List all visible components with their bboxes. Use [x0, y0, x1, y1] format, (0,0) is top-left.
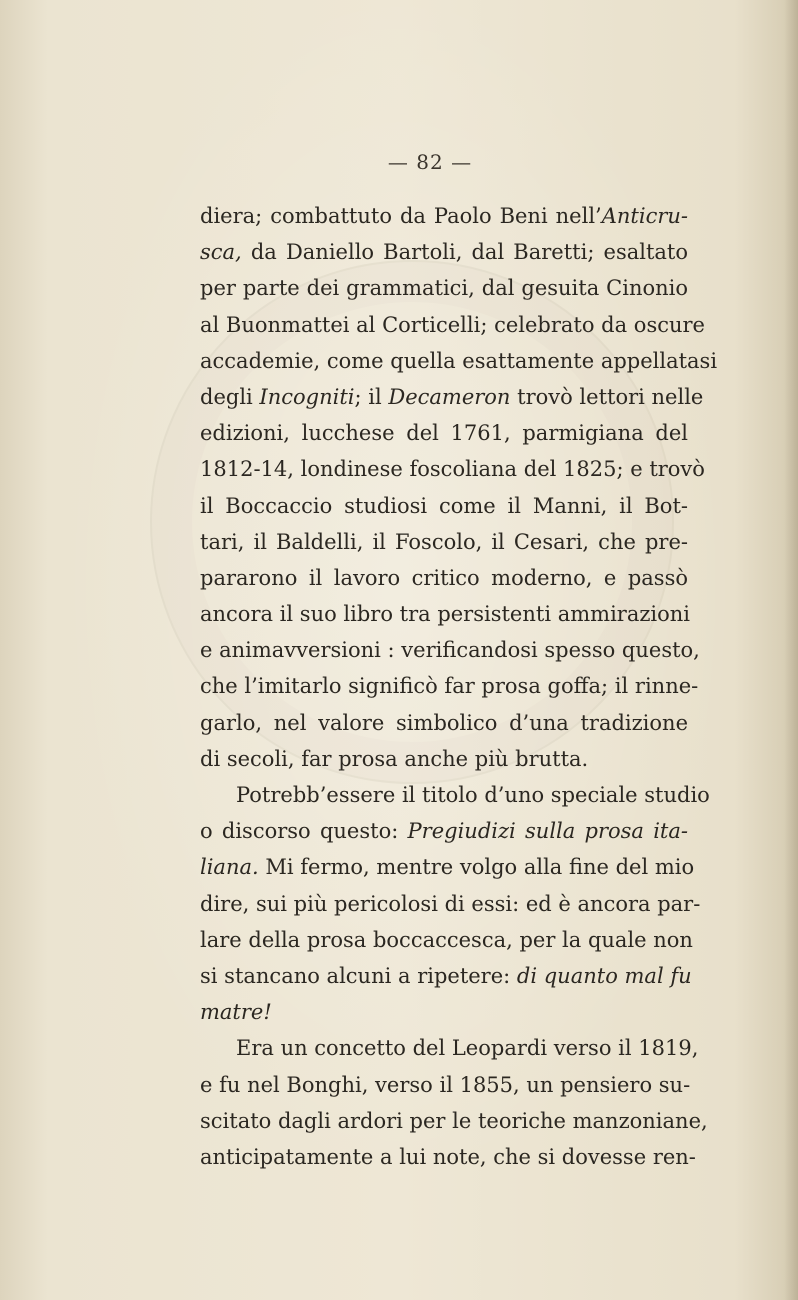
- italic-text: Decameron: [388, 384, 511, 409]
- text-line: [200, 886, 701, 922]
- italic-text: sca,: [200, 240, 242, 265]
- italic-text: di quanto mal fu: [516, 963, 692, 988]
- italic-text: Incogniti: [259, 384, 355, 409]
- text-run: Potrebb’essere il titolo d’uno speciale studio: [236, 783, 710, 807]
- text-line: [200, 705, 688, 741]
- text-run: diera; combattuto da Paolo Beni nell’: [200, 204, 602, 228]
- page-number: — 82 —: [387, 150, 473, 174]
- text-line: [200, 994, 688, 1030]
- text-line: [200, 1067, 691, 1103]
- text-line: [200, 668, 699, 704]
- text-run: pararono il lavoro critico moderno, e passò: [200, 565, 688, 590]
- text-run: Era un concetto del Leopardi verso il 1819,: [236, 1036, 699, 1061]
- text-line: [200, 741, 688, 777]
- text-line: [200, 415, 688, 451]
- body-text: [200, 198, 718, 1175]
- text-line: [200, 343, 718, 379]
- text-run: da Daniello Bartoli, dal Baretti; esaltato: [241, 240, 688, 265]
- text-line: [200, 488, 688, 524]
- text-line: [200, 270, 688, 306]
- italic-text: Pregiudizi sulla prosa ita-: [407, 819, 688, 844]
- text-run: trovò lettori nelle: [510, 384, 704, 409]
- text-line: [200, 849, 695, 885]
- italic-text: Anticru-: [601, 204, 688, 228]
- text-run: edizioni, lucchese del 1761, parmigiana del: [200, 421, 688, 446]
- text-line: [200, 451, 705, 487]
- text-run: tari, il Baldelli, il Foscolo, il Cesari, che pre-: [200, 529, 688, 554]
- text-line: [200, 632, 700, 668]
- text-run: e animavversioni : verificandosi spesso questo,: [200, 638, 700, 663]
- text-run: lare della prosa boccaccesca, per la quale non: [200, 927, 693, 952]
- text-run: che l’imitarlo significò far prosa goffa; il rinne-: [200, 674, 699, 699]
- text-run: dire, sui più pericolosi di essi: ed è ancora par-: [200, 891, 701, 916]
- text-run: anticipatamente a lui note, che si dovesse ren-: [200, 1144, 696, 1169]
- text-line: [200, 560, 688, 596]
- text-run: si stancano alcuni a ripetere:: [200, 963, 517, 988]
- text-line: [200, 1139, 696, 1175]
- text-run: degli: [200, 384, 260, 409]
- text-line: [200, 234, 688, 270]
- italic-text: liana.: [200, 855, 259, 880]
- text-line: [200, 922, 693, 958]
- text-run: e fu nel Bonghi, verso il 1855, un pensiero su-: [200, 1072, 691, 1097]
- italic-text: matre!: [200, 1000, 272, 1025]
- text-run: al Buonmattei al Corticelli; celebrato da oscure: [200, 312, 705, 337]
- text-run: ; il: [354, 384, 389, 409]
- text-line: [200, 1030, 699, 1066]
- text-line: [200, 379, 704, 415]
- text-line: [200, 198, 688, 234]
- text-run: per parte dei grammatici, dal gesuita Cinonio: [200, 276, 688, 301]
- text-run: garlo, nel valore simbolico d’una tradizione: [200, 710, 688, 735]
- text-line: [200, 307, 705, 343]
- page-edge-shadow: [784, 0, 798, 1300]
- text-line: [200, 777, 710, 813]
- text-run: accademie, come quella esattamente appellatasi: [200, 348, 718, 373]
- text-line: [200, 596, 691, 632]
- text-run: Mi fermo, mentre volgo alla fine del mio: [258, 855, 695, 880]
- text-line: [200, 524, 688, 560]
- text-run: il Boccaccio studiosi come il Manni, il Bot-: [200, 493, 688, 518]
- text-run: ancora il suo libro tra persistenti ammirazioni: [200, 602, 691, 627]
- text-run: di secoli, far prosa anche più brutta.: [200, 746, 589, 771]
- text-run: 1812-14, londinese foscoliana del 1825; e trovò: [200, 457, 705, 482]
- text-run: scitato dagli ardori per le teoriche manzoniane,: [200, 1108, 708, 1133]
- text-line: [200, 958, 692, 994]
- text-line: [200, 1103, 708, 1139]
- text-run: o discorso questo:: [200, 819, 408, 844]
- text-line: [200, 813, 688, 849]
